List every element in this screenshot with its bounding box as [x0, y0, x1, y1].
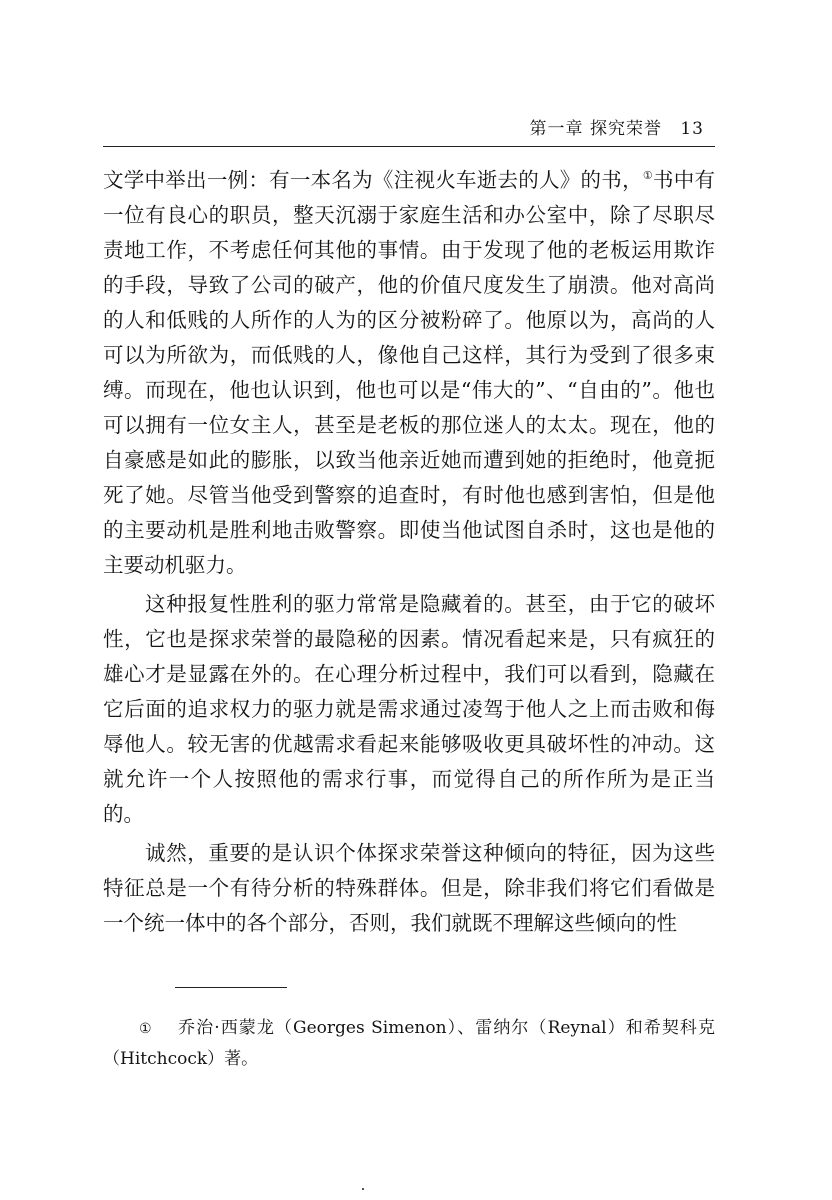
page-number: 13 [680, 119, 704, 139]
chapter-title: 探究荣誉 [589, 119, 662, 139]
chapter-label: 第一章 [529, 119, 584, 139]
footnote-number: ① [139, 1021, 152, 1037]
paragraph-1-lead: 文学中举出一例：有一本名为《注视火车逝去的人》的书， [103, 168, 643, 192]
footnote [103, 1013, 715, 1074]
footnote-rule [175, 987, 287, 988]
header-rule [103, 146, 715, 147]
body-text [103, 163, 715, 945]
footnote-text: 乔治·西蒙龙（Georges Simenon）、雷纳尔（Reynal）和希契科克（Hitchcock）著。 [103, 1018, 715, 1069]
paragraph-1-rest: 书中有一位有良心的职员，整天沉溺于家庭生活和办公室中，除了尽职尽责地工作，不考虑任何其他的事情。由于发现了他的老板运用欺诈的手段，导致了公司的破产，他的价值尺度发生了崩溃。他对高尚的人和低贱的人所作的人为的区分被粉碎了。他原以为，高尚的人可以为所欲为，而低贱的人，像他自己这样，其行为受到了很多束缚。而现在，他也认识到，他也可以是“伟大的”、“自由的”。他也可以拥有一位女主人，甚至是老板的那位迷人的太太。现在，他的自豪感是如此的膨胀，以致当他亲近她而遭到她的拒绝时，他竟扼死了她。尽管当他受到警察的追查时，有时他也感到害怕，但是他的主要动机是胜利地击败警察。即使当他试图自杀时，这也是他的主要动机驱力。 [103, 168, 715, 577]
paragraph-2: 这种报复性胜利的驱力常常是隐藏着的。甚至，由于它的破坏性，它也是探求荣誉的最隐秘的因素。情况看起来是，只有疯狂的雄心才是显露在外的。在心理分析过程中，我们可以看到，隐藏在它后面的追求权力的驱力就是需求通过凌驾于他人之上而击败和侮辱他人。较无害的优越需求看起来能够吸收更具破坏性的冲动。这就允许一个人按照他的需求行事，而觉得自己的所作所为是正当的。 [103, 592, 715, 826]
footnote-reference: ① [642, 169, 653, 183]
scan-speck [362, 1188, 364, 1190]
running-head [530, 114, 704, 139]
paragraph-1 [103, 163, 715, 583]
paragraph-3: 诚然，重要的是认识个体探求荣誉这种倾向的特征，因为这些特征总是一个有待分析的特殊群体。但是，除非我们将它们看做是一个统一体中的各个部分，否则，我们就既不理解这些倾向的性 [103, 841, 715, 935]
